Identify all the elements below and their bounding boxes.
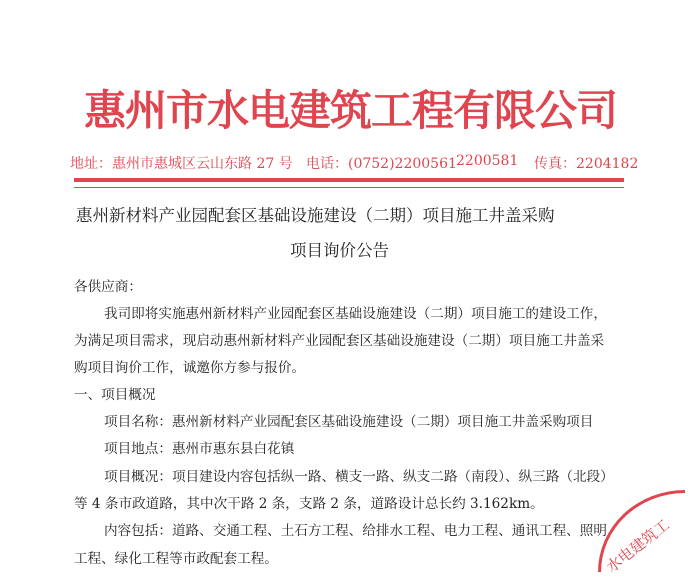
doc-title-line2: 项目询价公告 — [290, 241, 389, 260]
doc-title-line1: 惠州新材料产业园配套区基础设施建设（二期）项目施工井盖采购 — [76, 206, 555, 225]
fax: 传真：2204182 — [534, 156, 639, 172]
header-divider-thin — [74, 187, 624, 188]
address: 地址：惠州市惠城区云山东路 27 号 — [70, 156, 293, 172]
overview-line2: 等 4 条市政道路，其中次干路 2 条，支路 2 条，道路设计总长约 3.162km。 — [74, 496, 544, 512]
phone-2: 2200581 — [456, 153, 519, 169]
header-divider-thick — [74, 178, 624, 182]
section-heading: 一、项目概况 — [74, 387, 156, 403]
content-line1: 内容包括：道路、交通工程、土石方工程、给排水工程、电力工程、通讯工程、照明 — [104, 523, 607, 539]
content-line2: 工程、绿化工程等市政配套工程。 — [74, 551, 278, 567]
para1-line3: 购项目询价工作，诚邀你方参与报价。 — [74, 360, 306, 376]
seal-text: 水电建筑工 — [602, 515, 673, 577]
para1-line2: 为满足项目需求，现启动惠州新材料产业园配套区基础设施建设（二期）项目施工井盖采 — [74, 333, 605, 349]
para1-line1: 我司即将实施惠州新材料产业园配套区基础设施建设（二期）项目施工的建设工作， — [104, 306, 607, 322]
letterhead-contact — [70, 153, 680, 173]
project-location: 项目地点：惠州市惠东县白花镇 — [104, 441, 295, 457]
overview-line1: 项目概况：项目建设内容包括纵一路、横支一路、纵支二路（南段）、纵三路（北段） — [104, 469, 614, 485]
company-name: 惠州市水电建筑工程有限公司 — [84, 86, 618, 135]
salutation: 各供应商： — [74, 279, 142, 295]
phone: 电话：(0752)2200561 — [306, 156, 457, 172]
project-name: 项目名称：惠州新材料产业园配套区基础设施建设（二期）项目施工井盖采购项目 — [104, 414, 594, 430]
